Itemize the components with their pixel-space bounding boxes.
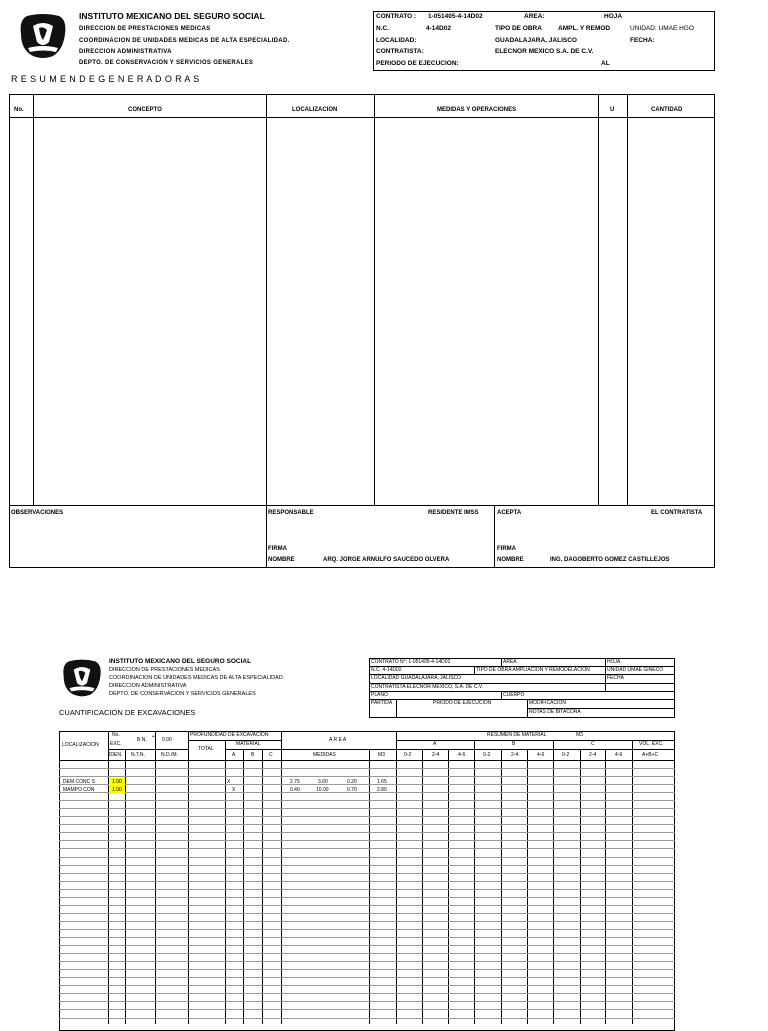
grid-line <box>125 749 126 1024</box>
grid-line <box>396 740 675 741</box>
responsable-label: RESPONSABLE <box>268 510 314 516</box>
hdr-range: 2-4 <box>432 752 440 758</box>
grid-line <box>527 749 528 1024</box>
notas-bitacora: NOTAS DE BITACORA <box>529 709 581 715</box>
hdr-range: 4-6 <box>458 752 466 758</box>
grid-line <box>59 969 675 970</box>
header-divider <box>9 117 715 118</box>
grid-line <box>59 776 675 777</box>
nc-label: N.C. <box>376 25 389 32</box>
hdr-range: 0-2 <box>483 752 491 758</box>
observaciones-label: OBSERVACIONES <box>11 510 64 516</box>
grid-line <box>501 749 502 1024</box>
grid-line <box>225 740 226 1024</box>
al-label: AL <box>601 60 610 67</box>
info-col-line <box>501 691 502 699</box>
hdr-range: 4-6 <box>537 752 545 758</box>
grid-line <box>59 873 675 874</box>
hdr-res-a: A <box>433 741 437 747</box>
grid-line <box>59 832 675 833</box>
page-title: CUANTIFICACION DE EXCAVACIONES <box>59 708 196 717</box>
row-iden: 1.00 <box>112 779 122 785</box>
grid-line <box>281 731 282 1024</box>
grid-line <box>281 749 675 750</box>
grid-line <box>59 840 675 841</box>
firma-label: FIRMA <box>497 546 516 552</box>
hdr-profundidad: PROFUNDIDAD DE EXCAVACION <box>190 732 269 738</box>
org-line: DIRECCION DE PRESTACIONES MEDICAS <box>109 667 220 673</box>
org-line: DEPTO. DE CONSERVACION Y SERVICIOS GENERALES <box>79 60 254 66</box>
grid-line <box>59 1001 675 1002</box>
grid-line <box>108 749 188 750</box>
col-header-localizacion: LOCALIZACION <box>292 107 338 113</box>
hdr-mat-c: C <box>269 752 273 758</box>
row-localizacion: MAMPO CON <box>63 787 95 793</box>
plano: PLANO <box>371 692 388 698</box>
col-divider <box>627 94 628 505</box>
grid-line <box>59 848 675 849</box>
row-medida: 2.75 <box>290 779 300 785</box>
cuerpo: CUERPO <box>503 692 525 698</box>
col-header-concepto: CONCEPTO <box>128 107 162 113</box>
hdr-resumen: RESUMEN DE MATERIAL <box>487 732 547 738</box>
hdr-m3: M3 <box>378 752 385 758</box>
responsable-name: ARQ. JORGE ARNULFO SAUCEDO OLVERA <box>323 557 450 563</box>
area: AREA <box>503 659 517 665</box>
row-mark: X <box>232 787 236 793</box>
unidad: UNIDAD UMAE GINECO <box>607 667 664 673</box>
org-title: INSTITUTO MEXICANO DEL SEGURO SOCIAL <box>109 658 252 665</box>
hdr-vol: VOL. EXC. <box>639 741 664 747</box>
org-line: DEPTO. DE CONSERVACION Y SERVICIOS GENERALES <box>109 691 256 697</box>
grid-line <box>422 749 423 1024</box>
nc: N.C. 4-14D02 <box>371 667 402 673</box>
partida: PARTIDA <box>371 700 393 706</box>
contratista-name: ING. DAGOBERTO GOMEZ CASTILLEJOS <box>550 557 670 563</box>
grid-line <box>59 921 675 922</box>
info-col-line <box>501 658 502 666</box>
grid-line <box>59 760 675 761</box>
grid-line <box>59 800 675 801</box>
org-title: INSTITUTO MEXICANO DEL SEGURO SOCIAL <box>79 11 265 21</box>
grid-line <box>59 1009 675 1010</box>
hdr-iden: IDEN. <box>109 752 123 758</box>
hdr-bn: B.N. <box>137 737 147 743</box>
grid-line <box>59 768 675 769</box>
org-line: COORDINACION DE UNIDADES MEDICAS DE ALTA ESPECIALIDAD. <box>109 675 285 681</box>
row-iden: 1.00 <box>112 787 122 793</box>
hdr-exc: EXC. <box>110 741 122 747</box>
periodo-label: PERIODO DE EJECUCION: <box>376 60 459 67</box>
grid-line <box>59 857 675 858</box>
hdr-res-c: C <box>591 741 595 747</box>
page-title: R E S U M E N D E G E N E R A D O R A S <box>11 74 200 84</box>
grid-line <box>59 945 675 946</box>
grid-line <box>262 749 263 1024</box>
grid-line <box>59 816 675 817</box>
grid-line <box>59 977 675 978</box>
col-divider <box>598 94 599 505</box>
row-medida: 0.20 <box>347 779 357 785</box>
fecha: FECHA <box>607 675 624 681</box>
localidad-value: GUADALAJARA, JALISCO <box>495 37 577 44</box>
row-medida: 3.00 <box>318 779 328 785</box>
row-mark: X <box>227 779 231 785</box>
grid-line <box>188 731 189 1024</box>
hdr-area: A R E A <box>329 737 347 743</box>
hoja: HOJA <box>607 659 621 665</box>
hdr-localizacion: LOCALIZACION <box>62 742 99 748</box>
grid-line <box>243 749 244 1024</box>
info-row-line <box>369 699 675 700</box>
periodo: PRIODO DE EJECUCIÓN <box>433 700 492 706</box>
row-medida: 10.00 <box>316 787 329 793</box>
col-divider <box>33 94 34 505</box>
info-col-line <box>527 699 528 718</box>
row-localizacion: DEM CONC S <box>63 779 95 785</box>
generators-table <box>9 94 715 568</box>
hdr-range: 2-4 <box>589 752 597 758</box>
grid-line <box>396 731 397 1024</box>
grid-line <box>59 865 675 866</box>
grid-line <box>59 889 675 890</box>
grid-line <box>59 993 675 994</box>
hdr-medidas: MEDIDAS <box>313 752 336 758</box>
contrato: CONTRATO N°: 1-051405-4-14D02 <box>371 659 451 665</box>
contratista: CONTRATISTA ELECNOR MEXICO, S.A. DE C.V. <box>371 684 484 690</box>
nombre-label: NOMBRE <box>497 557 524 563</box>
nombre-label: NOMBRE <box>268 557 295 563</box>
col-header-no: No. <box>14 107 24 113</box>
info-col-line <box>605 658 606 691</box>
row-medida: 0.40 <box>290 787 300 793</box>
row-volume: 2.80 <box>377 787 387 793</box>
area-label: AREA: <box>524 13 545 20</box>
col-divider <box>374 94 375 505</box>
el-contratista-label: EL CONTRATISTA <box>651 510 703 516</box>
hdr-abc: A+B+C <box>642 752 659 758</box>
hdr-bn-value: 0.00 <box>162 737 172 743</box>
grid-line <box>59 897 675 898</box>
residente-label: RESIDENTE IMSS <box>428 510 479 516</box>
grid-line <box>59 937 675 938</box>
grid-line <box>59 929 675 930</box>
hdr-range: 2-4 <box>511 752 519 758</box>
col-header-cantidad: CANTIDAD <box>651 107 683 113</box>
grid-line <box>59 985 675 986</box>
grid-line <box>59 824 675 825</box>
hdr-material: MATERIAL <box>236 741 261 747</box>
contrato-label: CONTRATO : <box>376 13 417 20</box>
modificacion: MODIFICACIÓN <box>529 700 566 706</box>
footer-divider <box>9 505 715 506</box>
hdr-res-b: B <box>512 741 516 747</box>
grid-line <box>580 749 581 1024</box>
hdr-range: 0-2 <box>562 752 570 758</box>
col-header-medidas: MEDIDAS Y OPERACIONES <box>437 107 517 113</box>
unidad: UNIDAD: UMAE HGO <box>630 25 694 32</box>
grid-line <box>474 740 475 1024</box>
grid-line <box>59 1018 675 1019</box>
grid-line <box>108 731 109 1024</box>
firma-label: FIRMA <box>268 546 287 552</box>
grid-line <box>59 953 675 954</box>
imss-logo-icon <box>19 14 67 58</box>
col-header-u: U <box>610 107 615 113</box>
contrato-value: 1-051405-4-14D02 <box>428 13 483 20</box>
grid-line <box>59 961 675 962</box>
localidad: LOCALIDAD GUADALAJARA, JALISCO <box>371 675 462 681</box>
col-divider <box>266 94 267 568</box>
info-col-line <box>474 666 475 674</box>
fecha-label: FECHA: <box>630 37 655 44</box>
info-col-line <box>396 699 397 718</box>
grid-line <box>225 749 281 750</box>
contratista-label: CONTRATISTA: <box>376 48 424 55</box>
hdr-ntn: N.T.N. <box>131 752 145 758</box>
org-line: DIRECCION ADMINISTRATIVA <box>79 49 172 55</box>
hdr-range: 0-2 <box>404 752 412 758</box>
nc-value: 4-14D02 <box>426 25 451 32</box>
grid-line <box>369 749 370 1024</box>
hdr-range: 4-6 <box>615 752 623 758</box>
hdr-bn-sup: + <box>152 734 155 740</box>
grid-line <box>155 731 156 1024</box>
grid-line <box>188 740 281 741</box>
acepta-label: ACEPTA <box>497 510 522 516</box>
hoja-label: HOJA <box>604 13 623 20</box>
grid-line <box>59 905 675 906</box>
grid-line <box>632 740 633 1024</box>
imss-logo-icon <box>62 658 102 698</box>
col-divider <box>494 505 495 568</box>
row-medida: 0.70 <box>347 787 357 793</box>
grid-line <box>59 808 675 809</box>
hdr-total: TOTAL <box>198 746 214 752</box>
grid-line <box>59 913 675 914</box>
org-line: DIRECCION ADMINISTRATIVA <box>109 683 187 689</box>
hdr-mat-b: B <box>251 752 255 758</box>
hdr-mat-a: A <box>232 752 236 758</box>
contratista-value: ELECNOR MEXICO S.A. DE C.V. <box>495 48 594 55</box>
hdr-ndm: N.D./M. <box>161 752 178 758</box>
localidad-label: LOCALIDAD: <box>376 37 417 44</box>
grid-line <box>605 749 606 1024</box>
grid-line <box>448 749 449 1024</box>
grid-line <box>553 740 554 1024</box>
tipo-obra: TIPO DE OBRA AMPLIACION Y REMODELACION <box>476 667 590 673</box>
grid-line <box>59 881 675 882</box>
org-line: COORDINACION DE UNIDADES MEDICAS DE ALTA ESPECIALIDAD. <box>79 38 290 44</box>
org-line: DIRECCION DE PRESTACIONES MEDICAS <box>79 26 211 32</box>
grid-line <box>59 792 675 793</box>
tipo-obra-label: TIPO DE OBRA <box>495 25 542 32</box>
hdr-no: No. <box>112 732 120 738</box>
grid-line <box>59 784 675 785</box>
hdr-resumen-m3: M3 <box>576 732 583 738</box>
tipo-obra-value: AMPL. Y REMOD <box>558 25 611 32</box>
row-volume: 1.65 <box>377 779 387 785</box>
